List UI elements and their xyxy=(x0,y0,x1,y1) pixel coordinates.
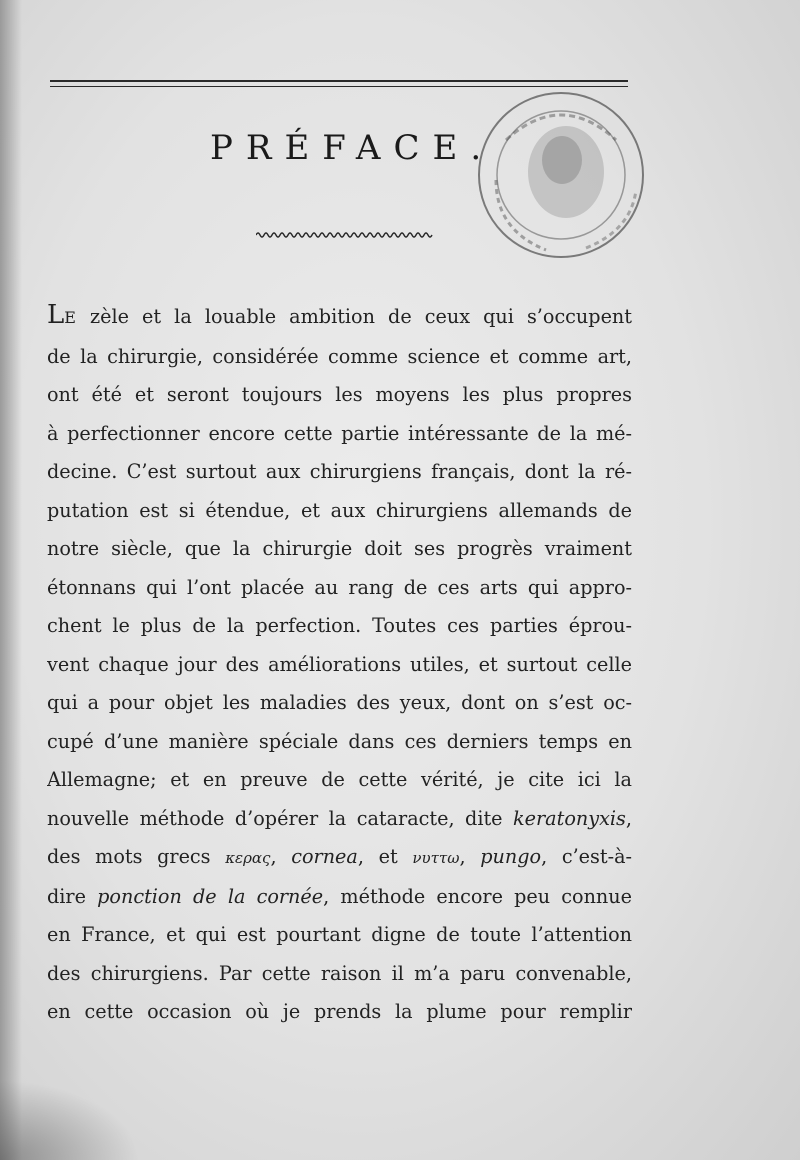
text-line: en cette occasion où je prends la plume pour remplir xyxy=(47,1000,632,1023)
text-line: en France, et qui est pourtant digne de toute l’attention xyxy=(47,923,632,946)
library-stamp-icon xyxy=(466,80,656,270)
initial-letter: L xyxy=(47,300,65,330)
text-segment: nouvelle méthode d’opérer la cataracte, dite xyxy=(47,806,514,830)
text-line: étonnans qui l’ont placée au rang de ces arts qui appro- xyxy=(47,575,632,599)
wavy-ornament-rule xyxy=(256,230,434,240)
text-line: à perfectionner encore cette partie intéressante de la mé- xyxy=(47,421,632,445)
text-segment: , méthode encore peu connue xyxy=(323,884,632,908)
text-line: ont été et seront toujours les moyens les plus propres xyxy=(47,383,632,406)
initial-smallcap: E xyxy=(64,308,77,327)
text-segment: , c’est-à- xyxy=(541,845,632,868)
greek-word: κερας xyxy=(225,849,271,867)
text-line xyxy=(47,296,632,338)
page-edge-shadow xyxy=(0,0,22,1160)
text-line: de la chirurgie, considérée comme science et comme art, xyxy=(47,344,632,368)
text-line xyxy=(47,878,632,917)
text-segment: des mots grecs xyxy=(47,845,226,868)
text-segment: , xyxy=(270,845,292,868)
text-line xyxy=(47,800,632,839)
text-segment: , xyxy=(459,845,481,868)
preface-body xyxy=(47,296,632,1032)
italic-term: cornea xyxy=(291,845,358,868)
text-segment: zèle et la louable ambition de ceux qui s’occupent xyxy=(76,305,632,328)
text-line xyxy=(47,838,632,878)
text-line: notre siècle, que la chirurgie doit ses progrès vraiment xyxy=(47,537,632,560)
italic-term: pungo xyxy=(480,845,542,868)
text-line: des chirurgiens. Par cette raison il m’a paru convenable, xyxy=(47,961,632,985)
text-segment: , xyxy=(625,806,632,830)
text-line: chent le plus de la perfection. Toutes ces parties éprou- xyxy=(47,614,632,637)
text-segment: , et xyxy=(357,845,413,868)
italic-term: ponction de la cornée xyxy=(97,884,324,908)
text-line: vent chaque jour des améliorations utiles, et surtout celle xyxy=(47,652,632,676)
page-title: PRÉFACE. xyxy=(210,128,495,168)
text-line: decine. C’est surtout aux chirurgiens français, dont la ré- xyxy=(47,460,632,483)
page-corner-shadow xyxy=(0,1080,140,1160)
text-line: qui a pour objet les maladies des yeux, dont on s’est oc- xyxy=(47,691,632,714)
italic-term: keratonyxis xyxy=(513,806,626,830)
text-line: Allemagne; et en preuve de cette vérité, je cite ici la xyxy=(47,768,632,791)
text-line: cupé d’une manière spéciale dans ces derniers temps en xyxy=(47,729,632,753)
text-line: putation est si étendue, et aux chirurgiens allemands de xyxy=(47,498,632,522)
text-segment: dire xyxy=(47,884,98,908)
greek-word: νυττω xyxy=(412,849,460,867)
